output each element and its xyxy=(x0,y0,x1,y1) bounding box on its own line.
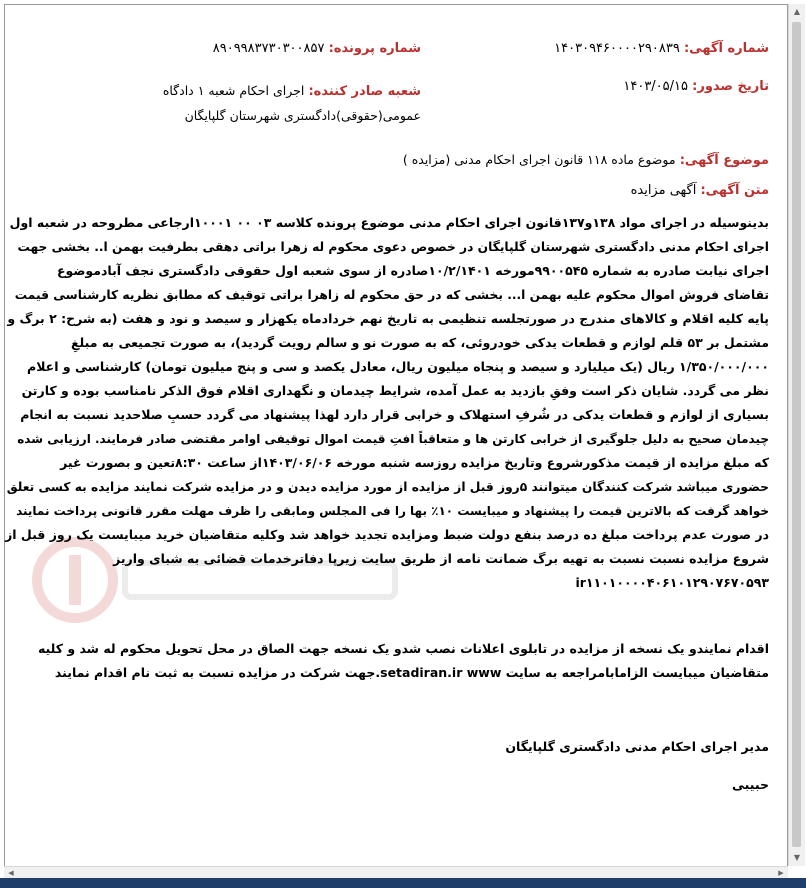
issuer-label: شعبه صادر کننده: xyxy=(308,84,421,99)
notice-panel xyxy=(4,4,788,868)
body-title-value: آگهی مزایده xyxy=(630,183,697,198)
body-line: نظر می گردد. شایان ذکر است وفقِ بازدید به عمل آمده، شرایط چیدمان و نگهداری اقلام فوق الذکر نامناسب بوده و کارتن xyxy=(21,383,769,398)
file-number-value: ۸۹۰۹۹۸۳۷۳۰۳۰۰۸۵۷ xyxy=(212,41,325,56)
notice-number-value: ۱۴۰۳۰۹۴۶۰۰۰۰۲۹۰۸۳۹ xyxy=(554,41,680,56)
body-title-row xyxy=(631,183,769,198)
body-line: که مبلغ مزایده از قیمت مذکورشروع وتاریخ مزایده روزسه شنبه مورخه ۱۴۰۳/۰۶/۰۶از ساعت ۸:۳۰تعین و بصورت غیر xyxy=(60,455,769,470)
body-title-label: متن آگهی: xyxy=(700,183,769,198)
signature-title-text: مدیر اجرای احکام مدنی دادگستری گلپایگان xyxy=(505,739,769,754)
issue-date-label: تاریخ صدور: xyxy=(692,79,769,94)
scroll-up-icon[interactable]: ▲ xyxy=(793,7,801,16)
issuer-value: اجرای احکام شعبه ۱ دادگاه عمومی(حقوقی)دادگستری شهرستان گلپایگان xyxy=(162,83,421,123)
file-number-row xyxy=(213,41,421,56)
iban-line: ir۱۱۰۱۰۰۰۰۴۰۶۱۰۱۲۹۰۷۶۷۰۵۹۳ xyxy=(575,575,769,590)
notice-body xyxy=(3,211,769,595)
signature-title xyxy=(3,735,769,759)
subject-value: موضوع ماده ۱۱۸ قانون اجرای احکام مدنی (مزایده ) xyxy=(402,152,676,167)
scroll-down-icon[interactable]: ▼ xyxy=(793,853,801,862)
notice-number-label: شماره آگهی: xyxy=(683,41,769,56)
body-line: ۱/۳۵۰/۰۰۰/۰۰۰ ریال (یک میلیارد و سیصد و پنجاه میلیون ریال، معادل یکصد و سی و پنج میلیون تومان) کارشناسی و اعلام xyxy=(27,359,769,374)
scroll-right-icon[interactable]: ▶ xyxy=(778,869,784,877)
body-line: چیدمان صحیح به دلیل جلوگیری از خرابی کارتن ها و متعاقباً افتِ قیمت اموال توقیفی اوامر مقتضی صادر فرمایند. ارزیابی شده xyxy=(17,432,769,446)
signature-name xyxy=(3,773,769,797)
vertical-scrollbar[interactable] xyxy=(788,4,805,866)
body-line: بدینوسیله در اجرای مواد ۱۳۸و۱۳۷قانون اجرای احکام مدنی موضوع پرونده کلاسه ۰۳ ۰۰ ۱۰۰۰۱ارجاعی مطروحه در شعبه اول xyxy=(9,215,769,230)
body-line: حضوری میباشد شرکت کنندگان میتوانند ۵روز قبل از مزایده از مورد مزایده دیدن و در مزایده شرکت نمایند مزایده به کسی تعلق xyxy=(6,480,769,494)
instructions-paragraph xyxy=(3,637,769,685)
body-line: شروع مزایده نسبت نسبت به تهیه برگ ضمانت نامه از طریق سایت زیرپا دفاترخدمات قضائی به شبای واریز xyxy=(113,551,769,566)
file-number-label: شماره پرونده: xyxy=(328,41,421,56)
issue-date-value: ۱۴۰۳/۰۵/۱۵ xyxy=(623,79,688,94)
issuer-row xyxy=(61,79,421,129)
instructions-line: اقدام نمایندو یک نسخه از مزایده در تابلوی اعلانات نصب شدو یک نسخه جهت الصاق در محل تحویل محکوم له شد و کلیه xyxy=(37,641,769,656)
body-line: اجرای احکام مدنی دادگستری شهرستان گلپایگان در خصوص دعوی محکوم له زهرا براتی دهقی بطرفیت بهمن ا.. بخشی جهت xyxy=(17,240,769,254)
body-line: تقاضای فروش اموال محکوم علیه بهمن ا... بخشی که در حق محکوم له زاهرا براتی توقیف که مطابق نظریه کارشناسی قیمت xyxy=(14,288,769,302)
body-line: اجرای نیابت صادره به شماره ۹۹۰۰۵۴۵مورخه ۱۰/۲/۱۴۰۱صادره از سوی شعبه اول حقوقی دادگستری نجف آبادموضوع xyxy=(56,263,769,278)
body-line: پایه کلیه اقلام و کالاهای مندرج در صورتجلسه تنظیمی به تاریخ نهم خردادماه یکهزار و سیصد و نود و هفت (به شرح: ۲ برگ و xyxy=(7,311,769,326)
subject-label: موضوع آگهی: xyxy=(679,153,769,168)
scroll-thumb[interactable] xyxy=(792,22,801,847)
body-line: مشتمل بر ۵۳ قلم لوازم و قطعات یدکی خودروئی، که به صورت نو و سالم رویت گردید)، به صورت تجمیعی به مبلغِ xyxy=(71,335,769,350)
scroll-left-icon[interactable]: ◀ xyxy=(8,869,14,877)
instructions-line: متقاضیان میبایست الزامابامراجعه به سایت setadiran.ir www.جهت شرکت در مزایده نسبت به ثبت نام اقدام نمایند xyxy=(54,665,769,680)
subject-row xyxy=(403,152,769,168)
bottom-bar xyxy=(0,878,806,888)
signature-name-text: حبیبی xyxy=(732,777,769,792)
body-line: خواهد گرفت که بالاترین قیمت را پیشنهاد و میبایست ۱۰٪ بها را فی المجلس ومابقی را ظرف مهلت مقرر قانونی پرداخت نمایند xyxy=(16,504,769,518)
notice-number-row xyxy=(554,41,769,56)
body-line: در صورت عدم پرداخت مبلغ ده درصد بنفع دولت ضبط ومزایده تجدید خواهد شد وکلیه متقاضیان خرید میبایست یک روز قبل از xyxy=(5,527,769,542)
body-line: بسیاری از لوازم و قطعات یدکی در شُرفِ استهلاک و خرابی قرار دارد لهذا پیشنهاد می گردد حسبِ صلاحدید نسبت به انجام xyxy=(20,407,769,422)
issue-date-row xyxy=(623,79,769,94)
